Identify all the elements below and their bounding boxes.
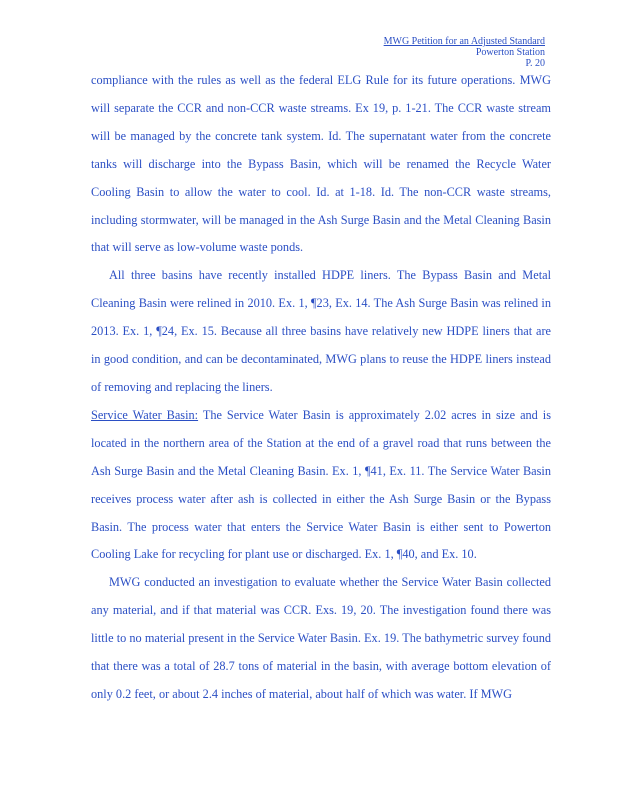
paragraph-2: All three basins have recently installed HDPE liners. The Bypass Basin and Metal Cleaning Basin were relined in 2010. Ex. 1, ¶23, Ex. 14. The Ash Surge Basin was relined in 2013. Ex. 1, ¶24, Ex. 15. Because all three basins have relatively new HDPE liners that are in good condition, and can be decontaminated, MWG plans to reuse the HDPE liners instead of removing and replacing the liners. xyxy=(91,268,551,394)
header-station: Powerton Station xyxy=(475,47,545,58)
paragraph-3-text: The Service Water Basin is approximately 2.02 acres in size and is located in the northern area of the Station at the end of a gravel road that runs between the Ash Surge Basin and the Metal Cleaning Basin. Ex. 1, ¶41, Ex. 11. The Service Water Basin receives process water after ash is collected in either the Ash Surge Basin or the Bypass Basin. The process water that enters the Service Water Basin is either sent to Powerton Cooling Lake for recycling for plant use or discharged. Ex. 1, ¶40, and Ex. 10. xyxy=(91,407,551,562)
header-page-number: P. 20 xyxy=(525,58,545,69)
body-text xyxy=(91,67,551,709)
page-header xyxy=(384,36,545,69)
header-title: MWG Petition for an Adjusted Standard xyxy=(383,36,545,47)
paragraph-4: MWG conducted an investigation to evaluate whether the Service Water Basin collected any material, and if that material was CCR. Exs. 19, 20. The investigation found there was little to no material present in the Service Water Basin. Ex. 19. The bathymetric survey found that there was a total of 28.7 tons of material in the basin, with average bottom elevation of only 0.2 feet, or about 2.4 inches of material, about half of which was water. If MWG xyxy=(91,575,551,701)
section-heading-service-water-basin: Service Water Basin: xyxy=(91,407,199,422)
paragraph-1: compliance with the rules as well as the federal ELG Rule for its future operations. MWG will separate the CCR and non-CCR waste streams. Ex 19, p. 1-21. The CCR waste stream will be managed by the concrete tank system. Id. The supernatant water from the concrete tanks will discharge into the Bypass Basin, which will be renamed the Recycle Water Cooling Basin to allow the water to cool. Id. at 1-18. Id. The non-CCR waste streams, including stormwater, will be managed in the Ash Surge Basin and the Metal Cleaning Basin that will serve as low-volume waste ponds. xyxy=(91,73,551,255)
paragraph-3 xyxy=(91,402,551,569)
